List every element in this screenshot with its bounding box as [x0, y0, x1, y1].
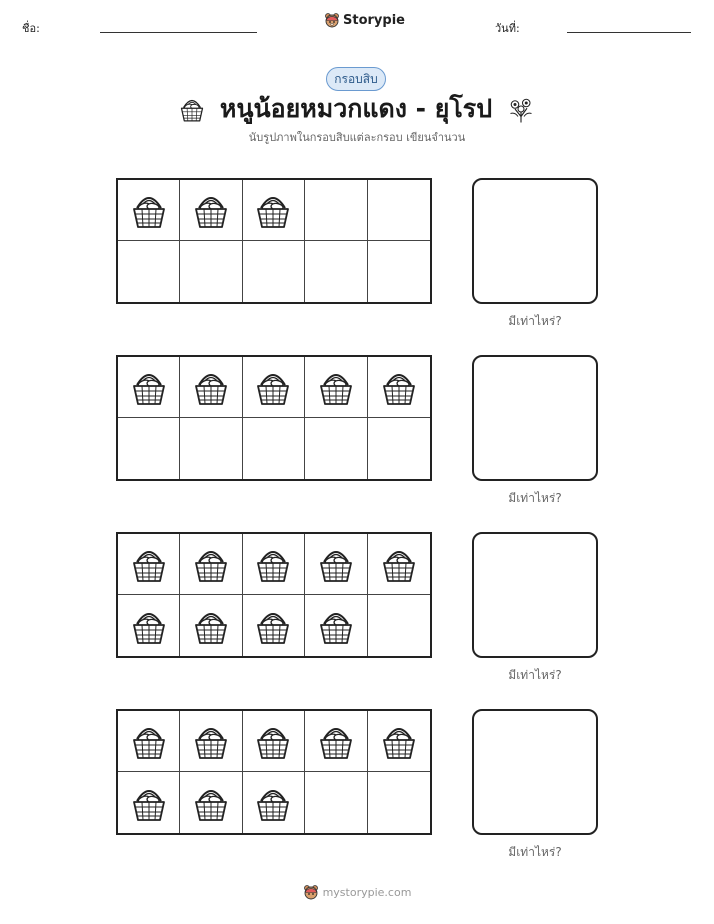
- ten-frame-cell: [180, 595, 242, 656]
- basket-icon: [253, 606, 293, 646]
- basket-icon: [191, 190, 231, 230]
- ten-frame-cell: [368, 418, 430, 479]
- ten-frame-cell: [118, 241, 180, 302]
- question-label-1: มีเท่าไหร่?: [508, 314, 562, 328]
- worksheet-type-badge: กรอบสิบ: [326, 67, 386, 91]
- ten-frame-cell: [243, 180, 305, 241]
- basket-icon: [379, 367, 419, 407]
- basket-icon: [253, 544, 293, 584]
- flower-bouquet-icon: [506, 94, 536, 124]
- basket-icon: [191, 606, 231, 646]
- basket-icon: [191, 721, 231, 761]
- basket-icon: [316, 721, 356, 761]
- ten-frame-cell: [180, 772, 242, 833]
- question-label-4: มีเท่าไหร่?: [508, 845, 562, 859]
- footer-url: mystorypie.com: [322, 885, 412, 899]
- basket-icon: [191, 544, 231, 584]
- bear-mascot-icon: [303, 884, 319, 900]
- ten-frame-cell: [118, 180, 180, 241]
- title-row: [0, 89, 714, 129]
- date-line[interactable]: [567, 32, 691, 33]
- basket-icon: [253, 190, 293, 230]
- basket-icon: [129, 367, 169, 407]
- ten-frame-cell: [368, 357, 430, 418]
- answer-box-4[interactable]: [472, 709, 598, 835]
- ten-frame-cell: [180, 357, 242, 418]
- ten-frame-cell: [118, 711, 180, 772]
- name-line[interactable]: [100, 32, 257, 33]
- ten-frame-cell: [368, 180, 430, 241]
- date-label: วันที่:: [495, 22, 520, 35]
- ten-frame-cell: [180, 180, 242, 241]
- question-label-3: มีเท่าไหร่?: [508, 668, 562, 682]
- bear-mascot-icon: [324, 12, 340, 28]
- page-title: หนูน้อยหมวกแดง - ยุโรป: [219, 94, 493, 123]
- ten-frame-cell: [118, 772, 180, 833]
- logo-text: Storypie: [343, 12, 405, 28]
- ten-frame-cell: [305, 595, 367, 656]
- basket-icon: [253, 783, 293, 823]
- ten-frame-cell: [180, 711, 242, 772]
- basket-icon: [316, 606, 356, 646]
- ten-frame-cell: [180, 418, 242, 479]
- ten-frame-4: [116, 709, 432, 835]
- ten-frame-1: [116, 178, 432, 304]
- ten-frame-cell: [118, 357, 180, 418]
- basket-icon: [191, 367, 231, 407]
- basket-icon: [129, 721, 169, 761]
- basket-icon: [379, 721, 419, 761]
- ten-frame-3: [116, 532, 432, 658]
- ten-frame-cell: [368, 772, 430, 833]
- ten-frame-cell: [243, 241, 305, 302]
- basket-icon: [178, 94, 206, 124]
- ten-frame-cell: [180, 534, 242, 595]
- ten-frame-cell: [305, 180, 367, 241]
- ten-frame-cell: [243, 418, 305, 479]
- answer-box-2[interactable]: [472, 355, 598, 481]
- ten-frame-cell: [305, 534, 367, 595]
- ten-frame-cell: [118, 595, 180, 656]
- basket-icon: [129, 783, 169, 823]
- basket-icon: [129, 606, 169, 646]
- ten-frame-cell: [118, 418, 180, 479]
- basket-icon: [316, 544, 356, 584]
- question-label-2: มีเท่าไหร่?: [508, 491, 562, 505]
- ten-frame-cell: [243, 534, 305, 595]
- ten-frame-cell: [243, 357, 305, 418]
- basket-icon: [316, 367, 356, 407]
- name-label: ชื่อ:: [22, 22, 40, 35]
- answer-box-1[interactable]: [472, 178, 598, 304]
- ten-frame-cell: [243, 711, 305, 772]
- ten-frame-cell: [180, 241, 242, 302]
- ten-frame-cell: [305, 357, 367, 418]
- ten-frame-cell: [243, 772, 305, 833]
- ten-frame-cell: [305, 711, 367, 772]
- ten-frame-cell: [368, 534, 430, 595]
- ten-frame-cell: [368, 595, 430, 656]
- basket-icon: [253, 367, 293, 407]
- basket-icon: [129, 190, 169, 230]
- ten-frame-cell: [368, 711, 430, 772]
- basket-icon: [129, 544, 169, 584]
- ten-frame-cell: [368, 241, 430, 302]
- ten-frame-cell: [305, 772, 367, 833]
- ten-frame-2: [116, 355, 432, 481]
- basket-icon: [253, 721, 293, 761]
- instructions: นับรูปภาพในกรอบสิบแต่ละกรอบ เขียนจำนวน: [248, 131, 466, 144]
- ten-frame-cell: [243, 595, 305, 656]
- answer-box-3[interactable]: [472, 532, 598, 658]
- ten-frame-cell: [305, 241, 367, 302]
- footer: [0, 884, 714, 900]
- ten-frame-cell: [118, 534, 180, 595]
- storypie-logo: [324, 12, 405, 28]
- ten-frame-cell: [305, 418, 367, 479]
- basket-icon: [191, 783, 231, 823]
- basket-icon: [379, 544, 419, 584]
